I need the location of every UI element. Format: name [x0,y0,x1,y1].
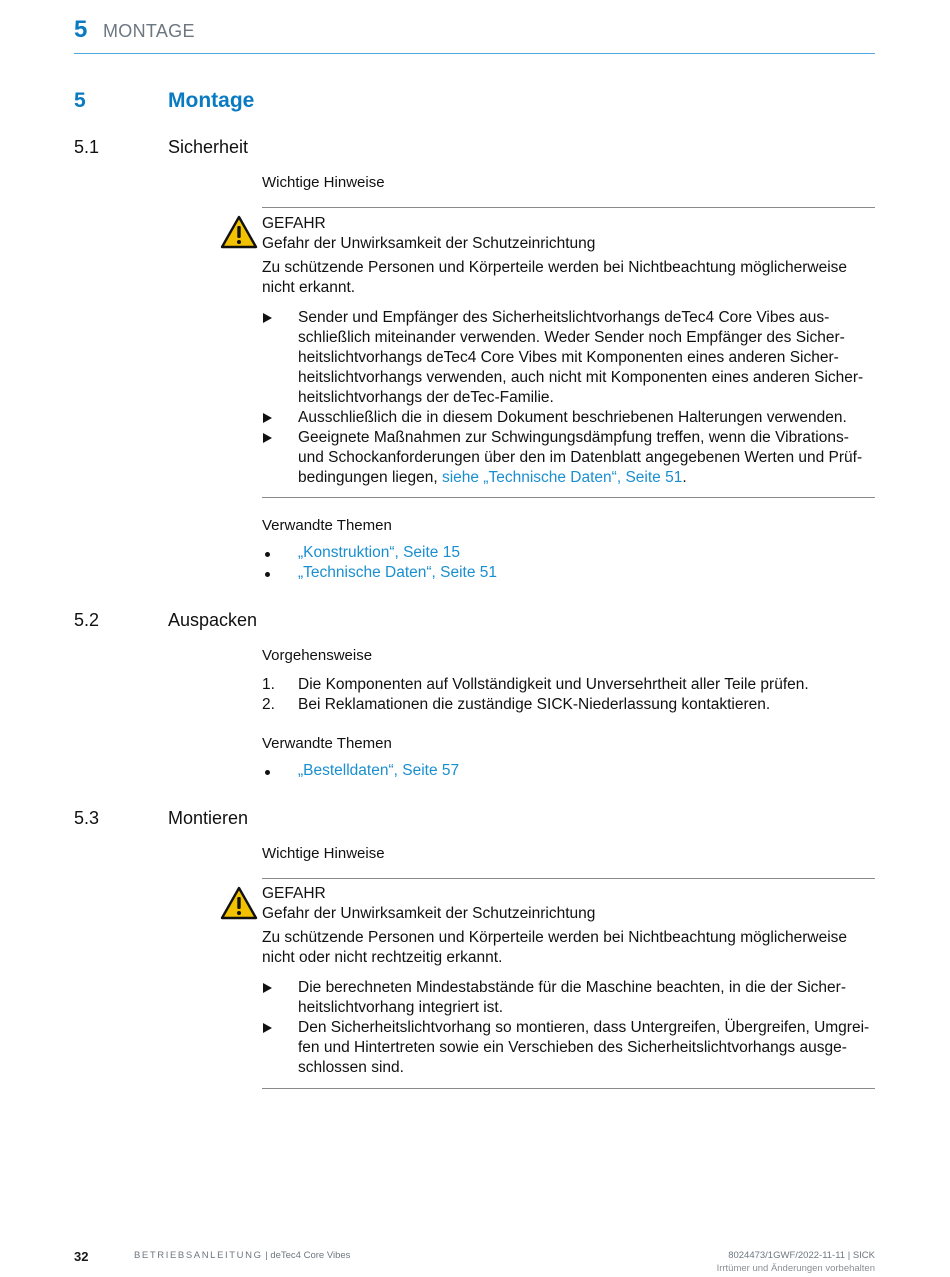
warning-triangle-icon [220,886,258,920]
s52-related-list [262,761,875,781]
list-item [262,543,875,563]
warning-text [262,928,875,968]
link-konstruktion[interactable]: „Konstruktion“, Seite 15 [298,544,460,561]
warning-text-line: nicht oder nicht rechtzeitig erkannt. [262,949,503,966]
section-5-3-number: 5.3 [74,808,100,828]
running-header-chapter-number: 5 [74,16,88,43]
s53-warning-block [262,884,875,1078]
footer-disclaimer: Irrtümer und Änderungen vorbehalten [716,1263,875,1274]
s51-related-list [262,543,875,583]
warning-top-rule [262,878,875,879]
warning-measures-list [262,308,875,488]
list-item: 1. Die Komponenten auf Vollständigkeit und Unversehrtheit aller Teile prüfen. [262,676,809,693]
chapter-number: 5 [74,89,86,112]
warning-text [262,258,875,298]
footer-document-title: BETRIEBSANLEITUNG | deTec4 Core Vibes [134,1250,351,1261]
header-rule [74,53,875,54]
s51-warning-block [262,214,875,488]
section-5-1-title: Sicherheit [168,137,249,157]
warning-triangle-icon [220,215,258,249]
link-technische-daten[interactable]: siehe „Technische Daten“, Seite 51 [441,469,683,486]
s51-related-heading: Verwandte Themen [262,517,392,534]
list-item: 2. Bei Reklamationen die zuständige SICK-Niederlassung kontaktieren. [262,696,771,713]
warning-bottom-rule [262,497,875,498]
list-item [262,563,875,583]
section-5-2-title: Auspacken [168,610,258,630]
list-item: Den Sicherheitslichtvorhang so montieren, dass Untergreifen, Übergreifen, Umgrei- fen und Hintertreten sowie ein Verschieben des Sicherheitslichtvorhangs ausge- schlossen sind. [262,1018,875,1078]
warning-subtitle: Gefahr der Unwirksamkeit der Schutzeinrichtung [262,905,596,922]
warning-text-line: Zu schützende Personen und Körperteile werden bei Nichtbeachtung möglicherweise [262,929,848,946]
warning-top-rule [262,207,875,208]
section-5-3-title: Montieren [168,808,249,828]
s53-notes-heading: Wichtige Hinweise [262,845,385,862]
section-5-2-number: 5.2 [74,610,100,630]
section-5-1-number: 5.1 [74,137,100,157]
warning-measures-list [262,978,875,1078]
s52-steps-list [262,675,875,715]
warning-subtitle: Gefahr der Unwirksamkeit der Schutzeinrichtung [262,235,596,252]
running-header-chapter-title: MONTAGE [103,21,195,41]
list-item: Sender und Empfänger des Sicherheitslichtvorhangs deTec4 Core Vibes aus- schließlich miteinander verwenden. Weder Sender noch Empfänger des Sicher- heitslichtvorhangs deTec4 Core Vibes mit Komponenten eines anderen Sicher- heitslichtvorhangs verwenden, auch nicht mit Komponenten eines anderen Sicher- heitslichtvorhangs der deTec-Familie. [262,308,875,408]
page-number: 32 [74,1249,89,1264]
warning-signal-word: GEFAHR [262,885,326,902]
link-bestelldaten[interactable]: „Bestelldaten“, Seite 57 [298,762,460,779]
warning-text-line: nicht erkannt. [262,279,356,296]
chapter-title: Montage [168,89,255,112]
list-item [262,761,875,781]
warning-text-line: Zu schützende Personen und Körperteile werden bei Nichtbeachtung möglicherweise [262,259,848,276]
warning-signal-word: GEFAHR [262,215,326,232]
warning-bottom-rule [262,1088,875,1089]
link-technische-daten[interactable]: „Technische Daten“, Seite 51 [298,564,498,581]
list-item: Die berechneten Mindestabstände für die Maschine beachten, in die der Sicher- heitslichtvorhang integriert ist. [262,978,875,1018]
footer-document-id: 8024473/1GWF/2022-11-11 | SICK [728,1250,875,1261]
s52-procedure-heading: Vorgehensweise [262,647,373,664]
list-item: Geeignete Maßnahmen zur Schwingungsdämpfung treffen, wenn die Vibrations- und Schockanforderungen über den im Datenblatt angegebenen Werten und Prüf- bedingungen liegen, siehe „Technische Daten“, Seite 51. [262,428,875,488]
s52-related-heading: Verwandte Themen [262,735,392,752]
s51-notes-heading: Wichtige Hinweise [262,174,385,191]
list-item: Ausschließlich die in diesem Dokument beschriebenen Halterungen verwenden. [262,408,875,428]
